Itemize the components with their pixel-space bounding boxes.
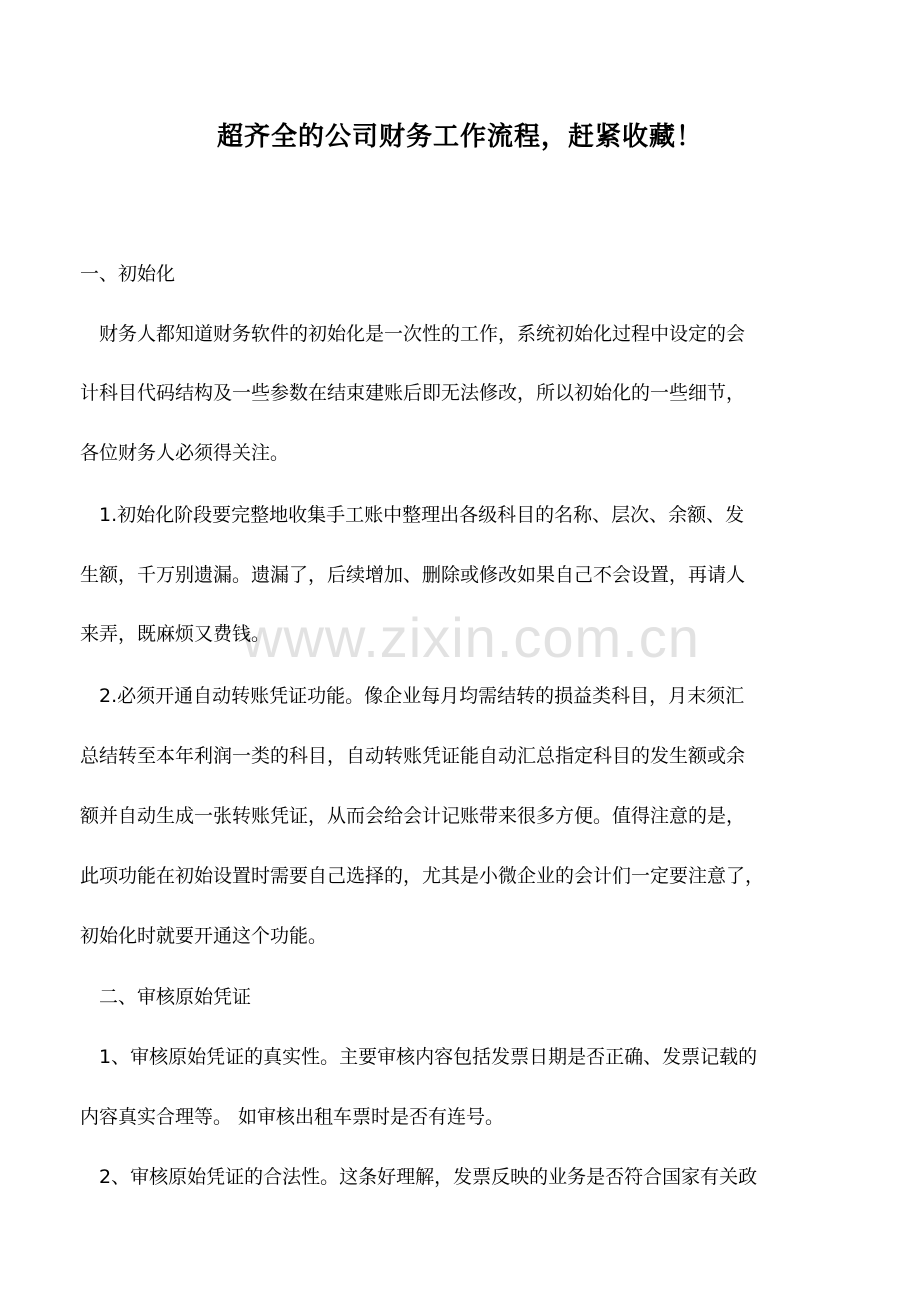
section-heading: 一、初始化 [80, 263, 176, 285]
paragraph-line: 生额，千万别遗漏。遗漏了，后续增加、删除或修改如果自己不会设置，再请人 [80, 564, 746, 586]
document-title: 超齐全的公司财务工作流程，赶紧收藏！ [216, 122, 703, 152]
watermark: www.zixin.com.cn [242, 606, 700, 669]
paragraph-line: 总结转至本年利润一类的科目，自动转账凭证能自动汇总指定科目的发生额或余 [80, 745, 746, 767]
paragraph-line: 2.必须开通自动转账凭证功能。像企业每月均需结转的损益类科目，月末须汇 [80, 685, 745, 707]
section-heading: 二、审核原始凭证 [80, 986, 252, 1008]
paragraph-line: 来弄，既麻烦又费钱。 [80, 623, 271, 645]
paragraph-line: 内容真实合理等。 如审核出租车票时是否有连号。 [80, 1106, 505, 1128]
paragraph-line: 额并自动生成一张转账凭证，从而会给会计记账带来很多方便。值得注意的是， [80, 805, 746, 827]
paragraph-line: 财务人都知道财务软件的初始化是一次性的工作，系统初始化过程中设定的会 [80, 323, 746, 345]
paragraph-line: 1.初始化阶段要完整地收集手工账中整理出各级科目的名称、层次、余额、发 [80, 504, 745, 526]
paragraph-line: 计科目代码结构及一些参数在结束建账后即无法修改，所以初始化的一些细节， [80, 382, 746, 404]
paragraph-line: 此项功能在初始设置时需要自己选择的，尤其是小微企业的会计们一定要注意了， [80, 865, 765, 887]
paragraph-line: 1、审核原始凭证的真实性。主要审核内容包括发票日期是否正确、发票记载的 [80, 1046, 758, 1068]
paragraph-line: 2、审核原始凭证的合法性。这条好理解，发票反映的业务是否符合国家有关政 [80, 1166, 758, 1188]
paragraph-line: 各位财务人必须得关注。 [80, 442, 290, 464]
paragraph-line: 初始化时就要开通这个功能。 [80, 925, 328, 947]
